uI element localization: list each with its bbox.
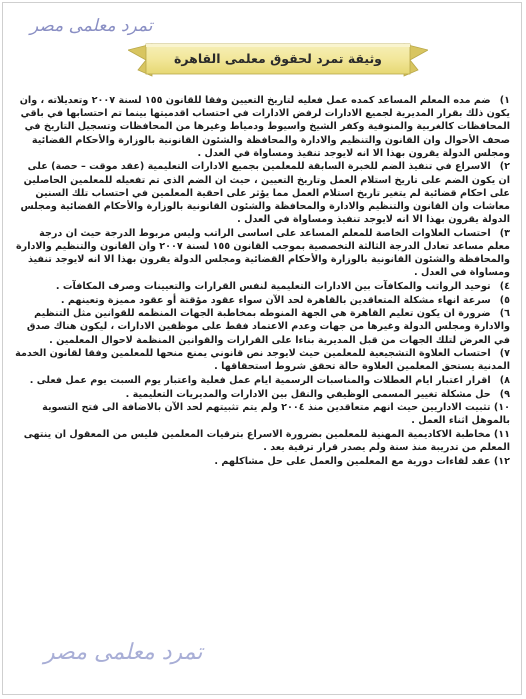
list-item (14, 94, 510, 160)
item-number: ١١) (493, 428, 510, 440)
item-number: ١٢) (493, 455, 510, 467)
document-title: وثيقة تمرد لحقوق معلمى القاهرة (174, 51, 382, 66)
list-item (14, 227, 510, 280)
item-text: ضرورة ان يكون تعليم القاهرة هي الجهة المنوطه بمخاطبة الجهات المنظمه للقوانين مثل التنظيم والادارة ومجلس الدولة وغيرها من جهات وعدم الاعتماد فقط على موظفين الادارات ، ليكون هناك صدق في العرض لتلك الجهات من قبل المديرية بناءا على القرارات والقوانين المنظمة لاحوال المعلمين . (26, 308, 510, 346)
list-item (14, 160, 510, 226)
item-text: احتساب العلاوة التشجيعية للمعلمين حيث لايوجد نص قانوني يمنع منحها للمعلمين وفقا لقانون الخدمة المدنية يستحق المعلمين العلاوة حالة تحقق شروط استحقاقها . (15, 348, 510, 373)
item-text: ضم مده المعلم المساعد كمده عمل فعليه لتاريخ التعيين وفقا للقانون ١٥٥ لسنة ٢٠٠٧ وتعديلاته ، وان يكون ذلك بقرار المديرية لجميع الادارات لرفض الادارات في احتساب اقدميتها بينما تم احتسابها في باقي المحافظات كالغربية والمنوفية وكفر الشيخ واسيوط ودمياط وغيرها من المحافظات وتسجيل التاريخ في صحف الأحوال وان القانون والتنظيم والادارة والمحافظة والشئون القانونية بالوزارة والأحكام القضائية ومجلس الدولة يقرون بهذا الا انه لايوجد تنفيذ ومساواة في العدل . (19, 95, 510, 159)
watermark-top: تمرد معلمى مصر (30, 16, 153, 36)
item-text: توحيد الرواتب والمكافآت بين الادارات التعليمية لنفس القرارات والتعيينات وصرف المكافآت . (55, 281, 491, 293)
item-text: عقد لقاءات دورية مع المعلمين والعمل على حل مشاكلهم . (214, 455, 491, 467)
title-banner (128, 40, 428, 80)
item-text: تثبيت الاداريين حيث انهم متعاقدين منذ ٢٠٠٤ ولم يتم تثبيتهم لحد الآن بالاضافة الى فتح التسوية بالموهل اثناء العمل . (42, 402, 510, 427)
list-item (14, 401, 510, 427)
demands-list (14, 94, 510, 468)
item-text: حل مشكلة تغيير المسمى الوظيفي والنقل بين الادارات والمديريات التعليمية . (125, 388, 491, 400)
item-number: ١٠) (493, 402, 510, 414)
item-text: الاسراع في تنفيذ الضم للخبرة السابقة للمعلمين بجميع الادارات التعليمية (عقد موقت – حصة) على ان يكون الضم على تاريخ استلام العمل وتاريخ التعيين ، حيث ان الضم الذى تم تفعيله للمعلمين الحاصلين على احكام قضائية لم يتغير تاريخ استلام العمل مما يؤثر على احقية المعلمين في احتساب تلك السنين معاشات وان القانون والتنظيم والادارة والمحافظة والشئون القانونية بالوزارة والأحكام القضائية ومجلس الدولة يقرون بهذا الا انه لايوجد تنفيذ ومساواة في العدل . (20, 161, 510, 226)
list-item (14, 294, 510, 307)
item-number: ٧) (499, 348, 510, 360)
list-item (14, 455, 510, 468)
item-number: ٥) (499, 294, 510, 306)
list-item (14, 374, 510, 387)
item-text: سرعة انهاء مشكلة المتعاقدين بالقاهرة لحد الآن سواء عقود مؤقتة أو عقود مميزة وتعينهم . (60, 294, 491, 306)
item-number: ٢) (499, 161, 510, 173)
item-number: ٨) (499, 375, 510, 386)
list-item (14, 347, 510, 373)
list-item (14, 428, 510, 454)
item-text: اقرار اعتبار ايام العطلات والمناسبات الرسمية ايام عمل فعلية واعتبار يوم السبت يوم عمل فعلى . (29, 375, 491, 386)
watermark-bottom: تمرد معلمى مصر (44, 640, 203, 665)
item-number: ٣) (499, 227, 510, 239)
item-text: احتساب العلاوات الخاصة للمعلم المساعد على اساسى الراتب وليس مربوط الدرجة حيث ان درجة معلم مساعد تعادل الدرجة الثالثة التخصصية بموجب القانون ١٥٥ لسنة ٢٠٠٧ وان القانون والتنظيم والادارة والمحافظة والشئون القانونية بالوزارة والأحكام القضائية ومجلس الدولة يقرون بهذا الا انه لايوجد تنفيذ ومساواة في العدل . (16, 227, 510, 279)
item-number: ١) (499, 95, 510, 106)
item-number: ٤) (499, 281, 510, 293)
item-text: مخاطبة الاكاديمية المهنية للمعلمين بضرورة الاسراع بترقيات المعلمين فليس من المعقول ان ينتهى المعلم من تدريبة منذ سنة ولم يصدر قرار ترقية بعد . (23, 428, 510, 454)
list-item (14, 280, 510, 293)
list-item (14, 388, 510, 401)
item-number: ٦) (499, 308, 510, 320)
list-item (14, 307, 510, 347)
item-number: ٩) (499, 388, 510, 400)
